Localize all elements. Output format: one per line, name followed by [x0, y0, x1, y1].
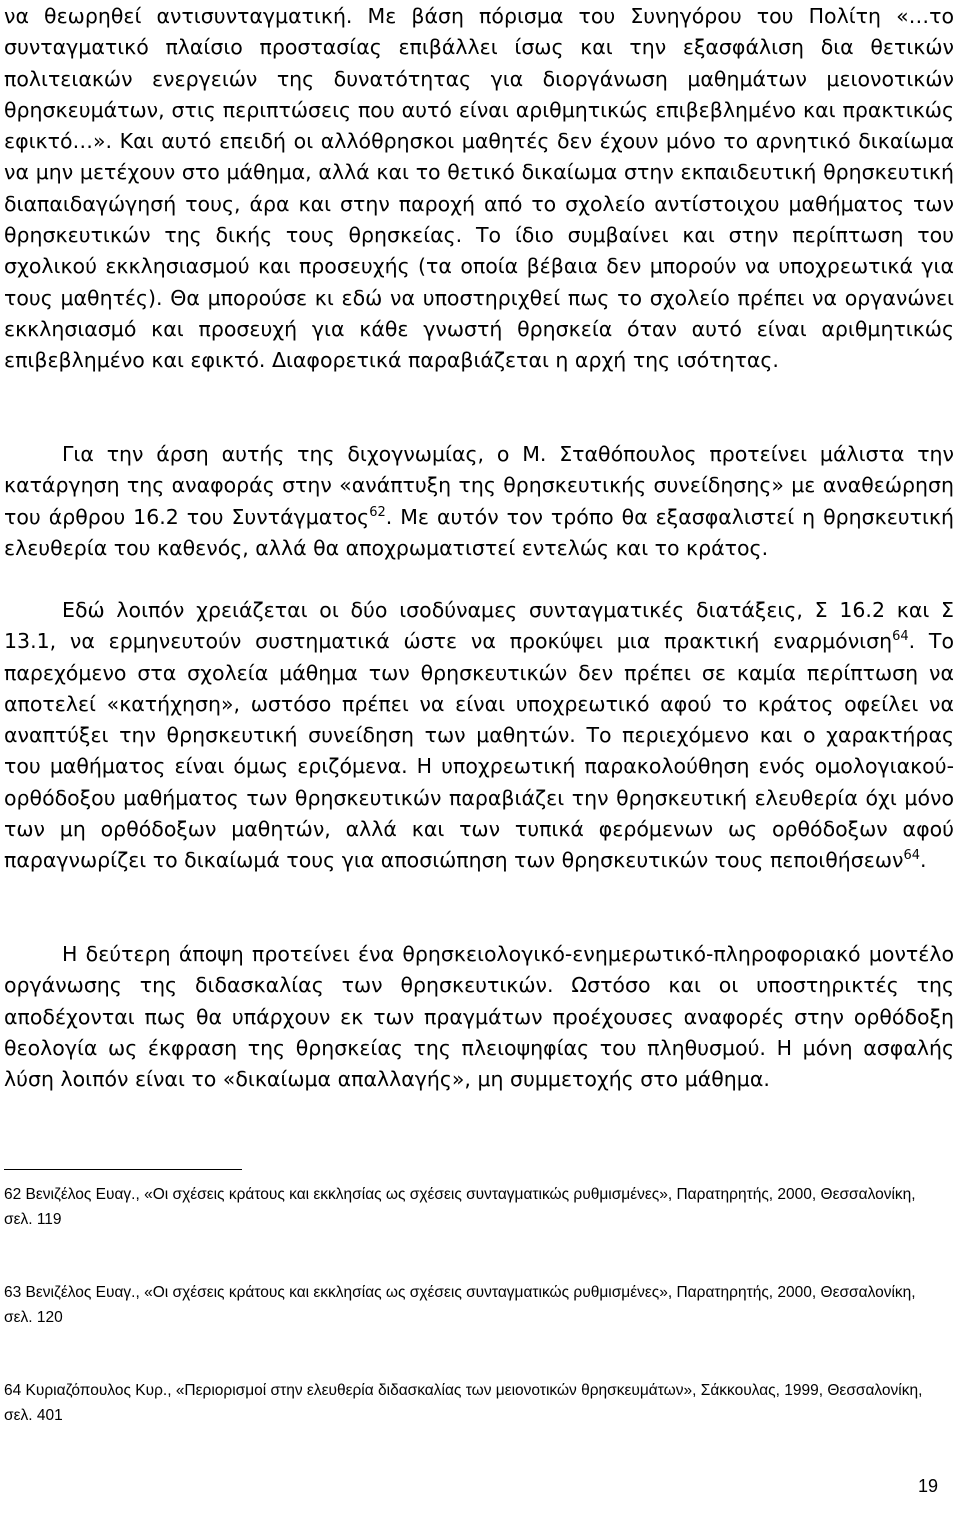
footnote-ref-62[interactable]: 62 — [369, 504, 386, 520]
paragraph-2-text-b: . Με αυτόν τον τρόπο θα εξασφαλιστεί η θρησκευτική ελευθερία του καθενός, αλλά θα αποχρωματιστεί εντελώς και το κράτος. — [4, 504, 954, 560]
paragraph-1: να θεωρηθεί αντισυνταγματική. Με βάση πόρισμα του Συνηγόρου του Πολίτη «…το συνταγματικό πλαίσιο προστασίας επιβάλλει ίσως και την εξασφάλιση δια θετικών πολιτειακών ενεργειών της δυνατότητας για διοργάνωση μαθημάτων μειονοτικών θρησκευμάτων, στις περιπτώσεις που αυτό είναι αριθμητικώς επιβεβλημένο και πρακτικώς εφικτό…». Και αυτό επειδή οι αλλόθρησκοι μαθητές δεν έχουν μόνο το αρνητικό δικαίωμα να μην μετέχουν στο μάθημα, αλλά και το θετικό δικαίωμα στην εκπαιδευτική θρησκευτική διαπαιδαγώγησή τους, άρα και στην παροχή από το σχολείο αντίστοιχου μαθήματος των θρησκευτικών της δικής τους θρησκείας. Το ίδιο συμβαίνει και στην περίπτωση του σχολικού εκκλησιασμού και προσευχής (τα οποία βέβαια δεν μπορούν να υποχρεωτικά για τους μαθητές). Θα μπορούσε κι εδώ να υποστηριχθεί πως το σχολείο πρέπει να οργανώνει εκκλησιασμό και προσευχή για κάθε γνωστή θρησκεία όταν αυτό είναι αριθμητικώς επιβεβλημένο και εφικτό. Διαφορετικά παραβιάζεται η αρχή της ισότητας. — [4, 4, 954, 373]
footnote-separator — [4, 1169, 242, 1170]
paragraph-2-text-a: Για την άρση αυτής της διχογνωμίας, ο Μ. Σταθόπουλος προτείνει μάλιστα την κατάργηση της αναφοράς στην «ανάπτυξη της θρησκευτικής συνείδησης» με αναθεώρηση του άρθρου 16.2 του Συντάγματος — [4, 442, 954, 529]
footnote-62: 62 Βενιζέλος Ευαγ., «Οι σχέσεις κράτους και εκκλησίας ως σχέσεις συνταγματικώς ρυθμισμένες», Παρατηρητής, 2000, Θεσσαλονίκη, σελ. 119 — [4, 1186, 916, 1228]
paragraph-2 — [4, 439, 954, 564]
paragraph-4-text: Η δεύτερη άποψη προτείνει ένα θρησκειολογικό-ενημερωτικό-πληροφοριακό μοντέλο οργάνωσης της διδασκαλίας των θρησκευτικών. Ωστόσο και οι υποστηρικτές της αποδέχονται πως θα υπάρχουν εκ των πραγμάτων προέχουσες αναφορές στην ορθόδοξη θεολογία ως έκφραση της θρησκείας της πλειοψηφίας του πληθυσμού. Η μόνη ασφαλής λύση λοιπόν είναι το «δικαίωμα απαλλαγής», μη συμμετοχής στο μάθημα. — [4, 942, 954, 1092]
paragraph-3 — [4, 595, 954, 877]
footnote-ref-63[interactable]: 64 — [892, 629, 909, 645]
footnote-64: 64 Κυριαζόπουλος Κυρ., «Περιορισμοί στην ελευθερία διδασκαλίας των μειονοτικών θρησκευμάτων», Σάκκουλας, 1999, Θεσσαλονίκη, σελ. 401 — [4, 1382, 923, 1424]
page-number: 19 — [917, 1476, 938, 1496]
paragraph-3-text-c: . — [919, 848, 927, 873]
paragraph-4 — [4, 939, 954, 1095]
footnote-ref-64[interactable]: 64 — [903, 848, 920, 864]
footnote-63: 63 Βενιζέλος Ευαγ., «Οι σχέσεις κράτους και εκκλησίας ως σχέσεις συνταγματικώς ρυθμισμένες», Παρατηρητής, 2000, Θεσσαλονίκη, σελ. 120 — [4, 1284, 916, 1326]
paragraph-3-text-a: Εδώ λοιπόν χρειάζεται οι δύο ισοδύναμες συνταγματικές διατάξεις, Σ 16.2 και Σ 13.1, να ερμηνευτούν συστηματικά ώστε να προκύψει μια πρακτική εναρμόνιση — [4, 598, 954, 654]
paragraph-3-text-b: . Το παρεχόμενο στα σχολεία μάθημα των θρησκευτικών δεν πρέπει σε καμία περίπτωση να αποτελεί «κατήχηση», ωστόσο πρέπει να είναι υποχρεωτικό αφού το κράτος οφείλει να αναπτύξει την θρησκευτική συνείδηση των μαθητών. Το περιεχόμενο και ο χαρακτήρας του μαθήματος είναι όμως εριζόμενα. Η υποχρεωτική παρακολούθηση ενός ομολογιακού-ορθόδοξου μαθήματος των θρησκευτικών παραβιάζει την θρησκευτική ελευθερία όχι μόνο των μη ορθόδοξων μαθητών, αλλά και των τυπικά φερόμενων ως ορθόδοξων αφού παραγνωρίζει το δικαίωμά τους για αποσιώπηση των θρησκευτικών τους πεποιθήσεων — [4, 629, 954, 873]
